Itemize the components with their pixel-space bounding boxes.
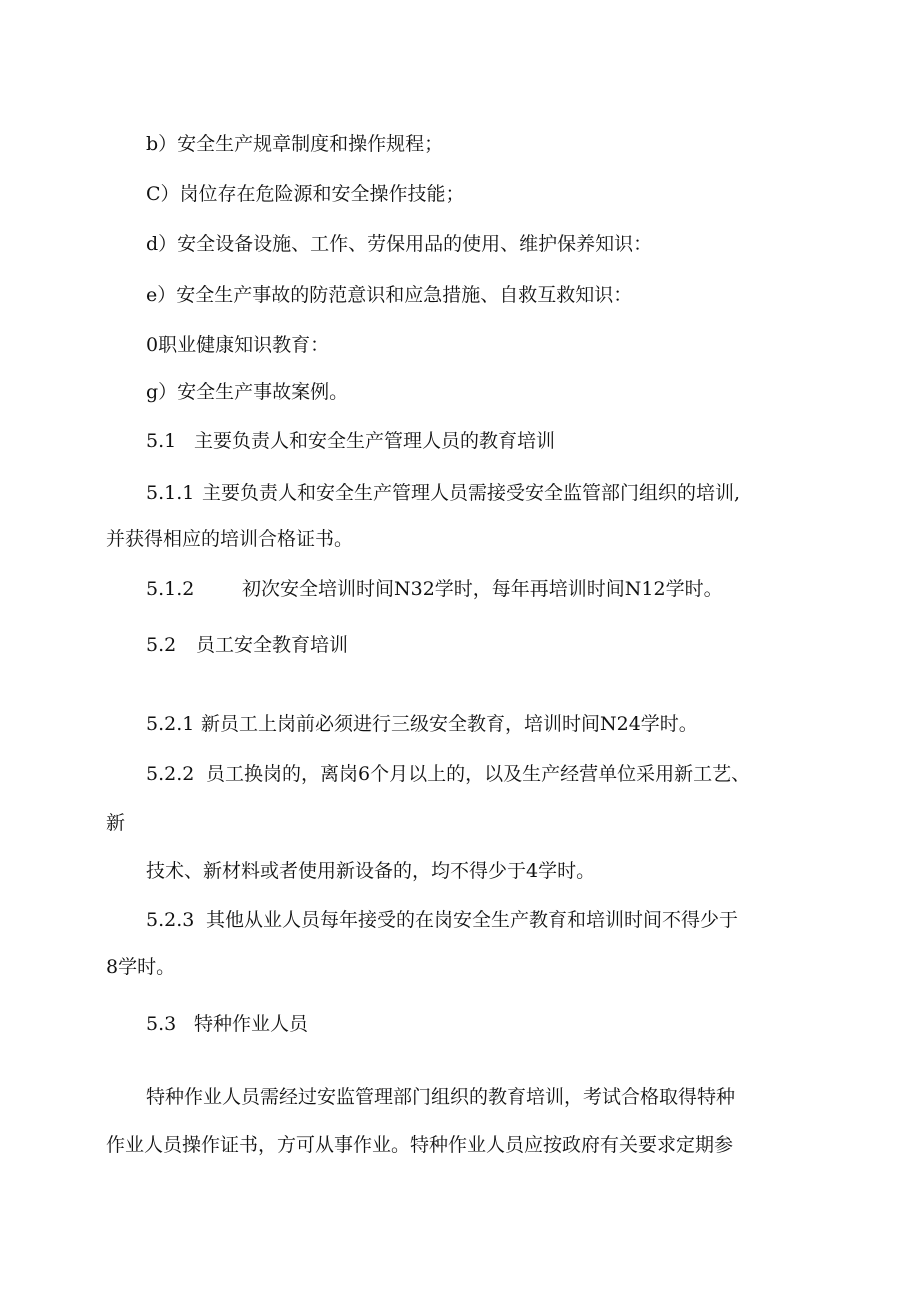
section-5-2-3-line1 <box>146 908 738 932</box>
section-number: 5.1.2 <box>146 578 195 600</box>
section-number: 5.3 <box>146 1013 177 1035</box>
paragraph-text: 新员工上岗前必须进行三级安全教育，培训时间N24学时。 <box>201 713 698 735</box>
section-5-2-3-line2: 8学时。 <box>106 956 176 978</box>
section-title: 特种作业人员 <box>194 1013 309 1035</box>
paragraph-text: 初次安全培训时间N32学时，每年再培训时间N12学时。 <box>242 578 723 600</box>
section-5-3-paragraph-line1: 特种作业人员需经过安监管理部门组织的教育培训，考试合格取得特种 <box>146 1086 736 1108</box>
section-5-1-2 <box>146 577 723 601</box>
section-5-1-1-line2: 并获得相应的培训合格证书。 <box>106 528 354 550</box>
item-e: e）安全生产事故的防范意识和应急措施、自救互救知识： <box>146 284 633 306</box>
section-number: 5.2.1 <box>146 713 195 735</box>
section-number: 5.2.2 <box>146 763 195 785</box>
section-5-2-2-line2: 新 <box>106 812 126 834</box>
section-number: 5.2.3 <box>146 909 195 931</box>
section-number: 5.1.1 <box>146 482 195 504</box>
paragraph-text: 员工换岗的，离岗6个月以上的，以及生产经营单位采用新工艺、 <box>206 763 751 785</box>
section-5-2-heading <box>146 633 348 657</box>
item-c: C）岗位存在危险源和安全操作技能； <box>146 183 465 205</box>
section-title: 主要负责人和安全生产管理人员的教育培训 <box>194 430 556 452</box>
section-5-3-paragraph-line2: 作业人员操作证书，方可从事作业。特种作业人员应按政府有关要求定期参 <box>106 1134 734 1156</box>
item-d: d）安全设备设施、工作、劳保用品的使用、维护保养知识： <box>146 233 653 255</box>
section-5-1-1-line1 <box>146 481 740 505</box>
section-title: 员工安全教育培训 <box>196 634 349 656</box>
item-f: 0职业健康知识教育： <box>146 334 330 356</box>
section-5-1-heading <box>146 429 555 453</box>
section-5-2-2-line3: 技术、新材料或者使用新设备的，均不得少于4学时。 <box>146 860 596 882</box>
section-number: 5.2 <box>146 634 177 656</box>
section-5-2-2-line1 <box>146 762 750 786</box>
paragraph-text: 主要负责人和安全生产管理人员需接受安全监管部门组织的培训, <box>202 482 741 504</box>
paragraph-text: 其他从业人员每年接受的在岗安全生产教育和培训时间不得少于 <box>206 909 739 931</box>
section-5-2-1 <box>146 712 698 736</box>
item-g: g）安全生产事故案例。 <box>146 381 349 403</box>
section-number: 5.1 <box>146 430 177 452</box>
item-b: b）安全生产规章制度和操作规程； <box>146 133 444 155</box>
section-5-3-heading <box>146 1012 308 1036</box>
